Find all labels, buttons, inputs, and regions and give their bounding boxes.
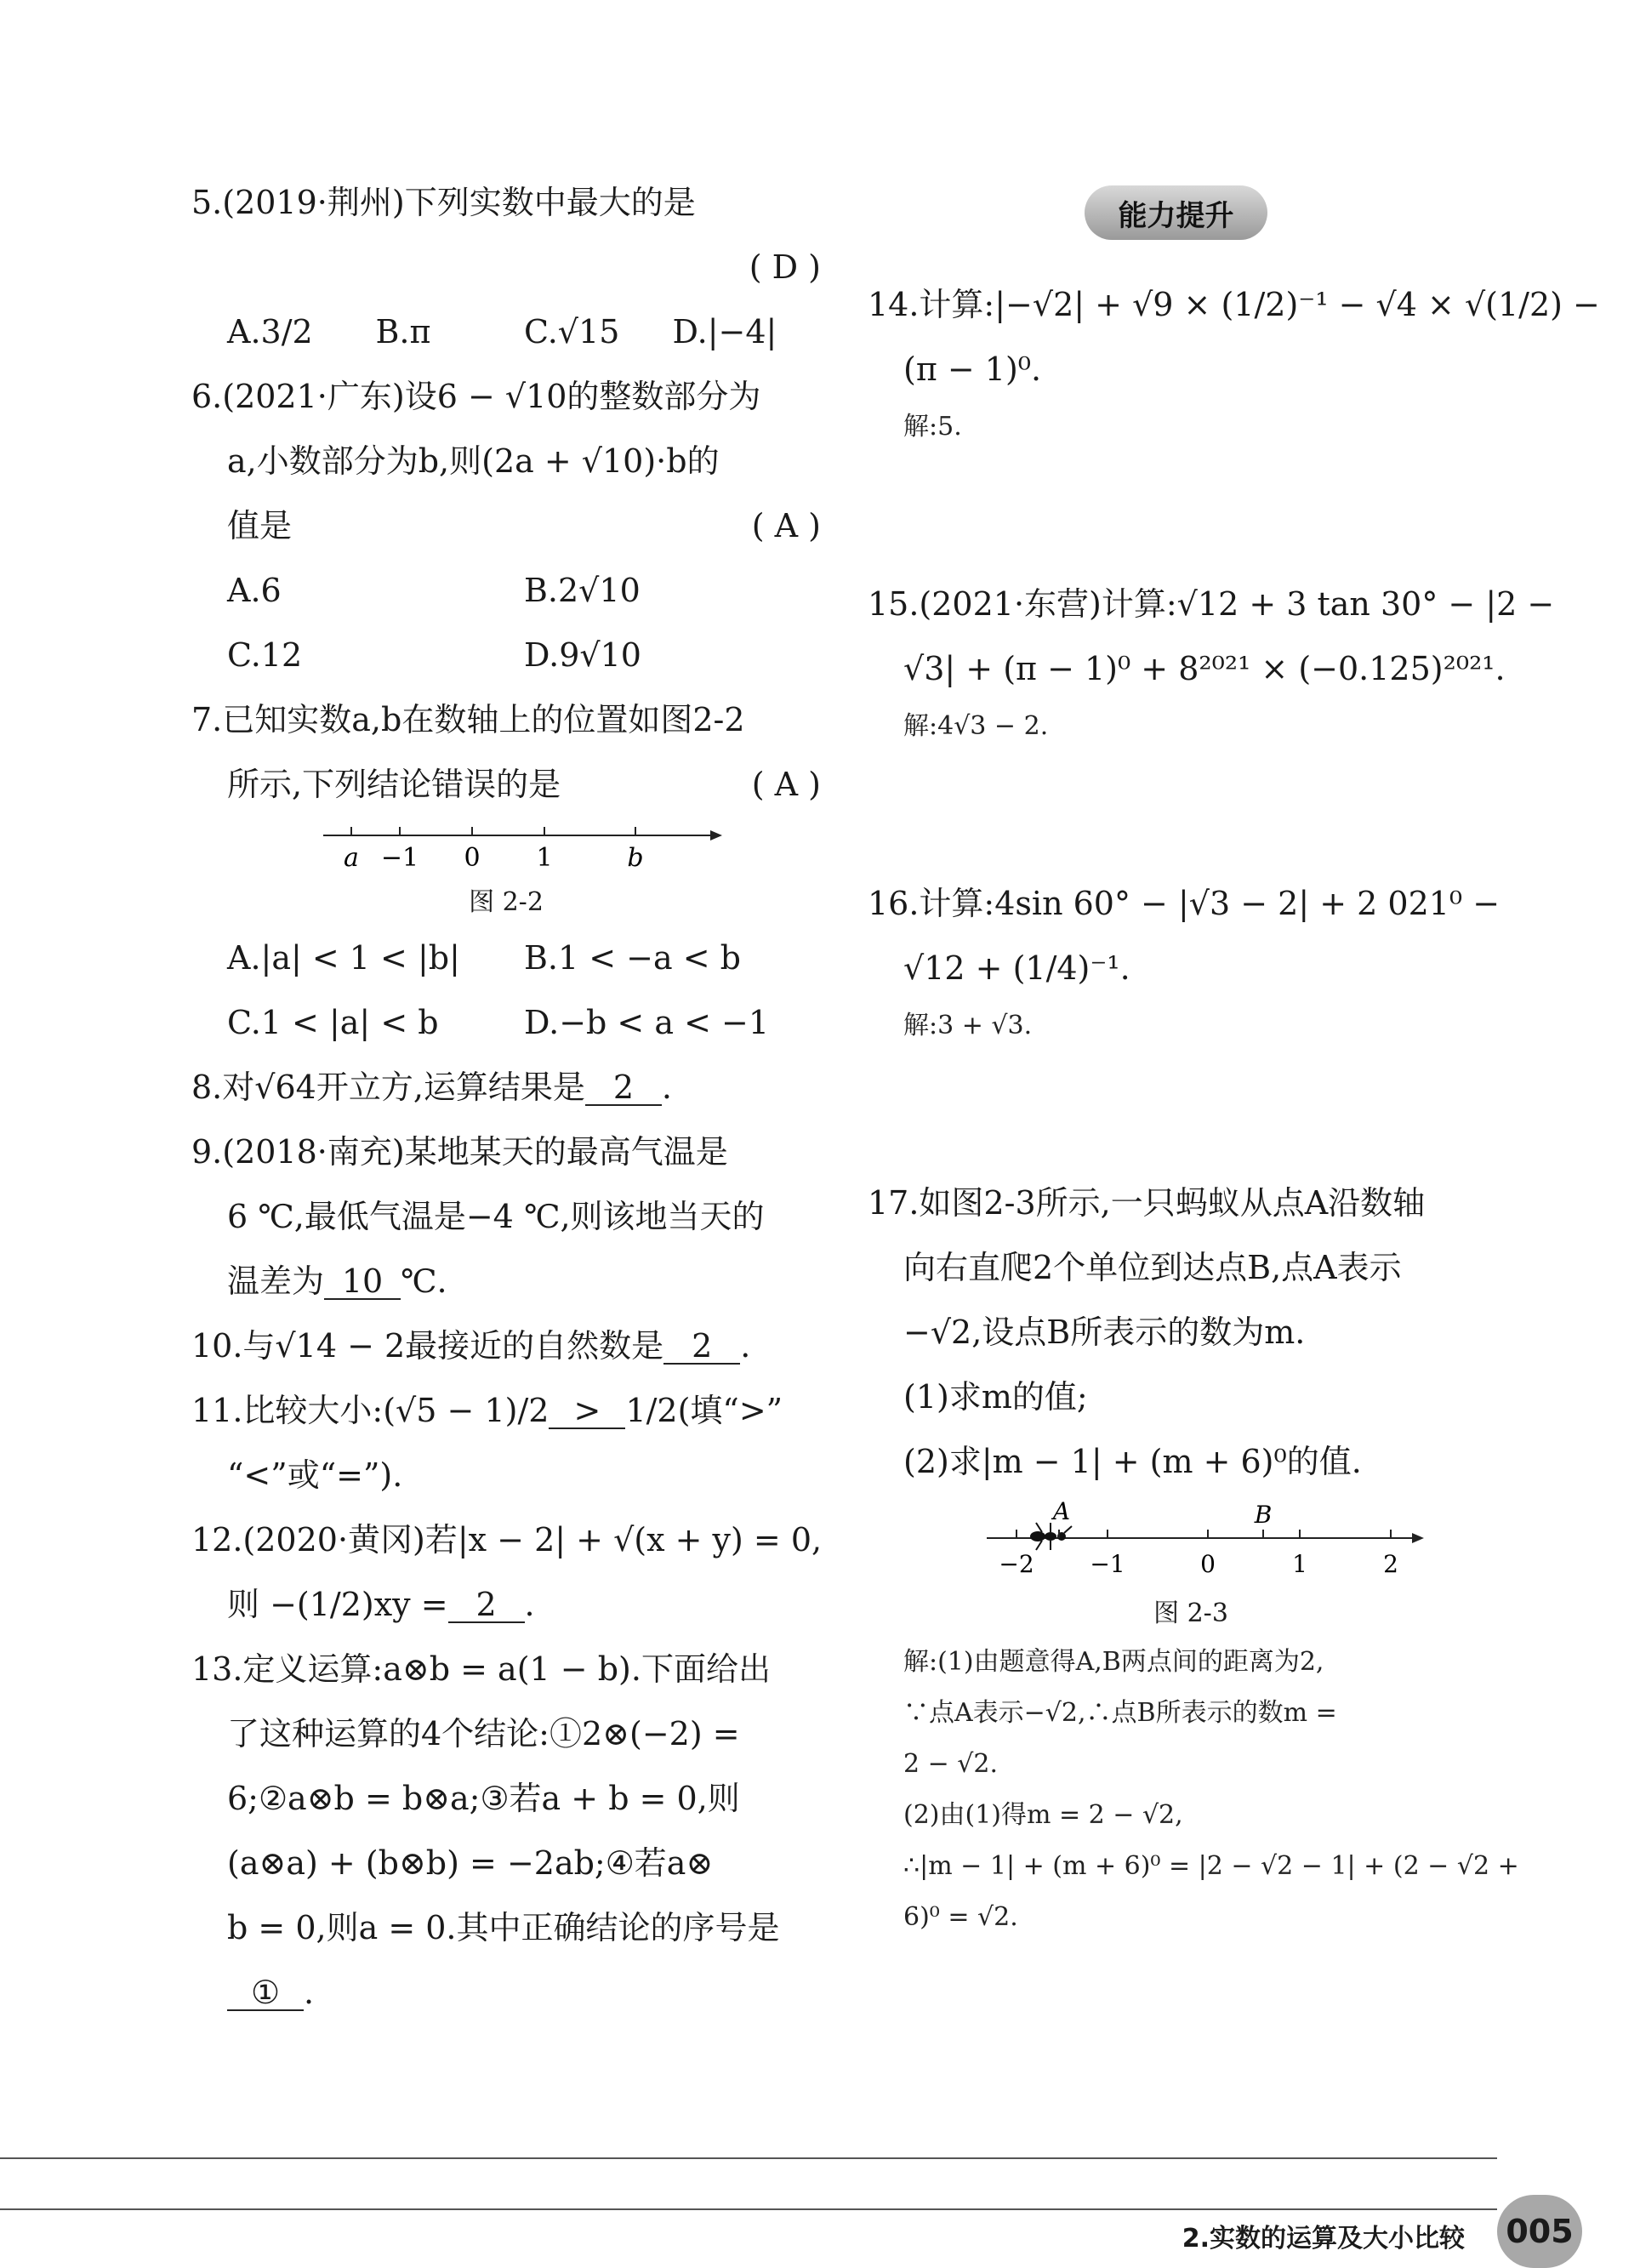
label-1: 1	[1292, 1550, 1307, 1578]
option-d: D.9√10	[524, 636, 641, 674]
answer-blank: 2	[663, 1329, 740, 1365]
question-text: “<”或“=”).	[227, 1456, 403, 1494]
question-text: 10.与√14 − 2最接近的自然数是	[191, 1327, 664, 1365]
solution: 解:4√3 − 2.	[903, 711, 1049, 741]
punctuation: .	[304, 1974, 315, 2011]
number-line-figure-2-2	[191, 817, 821, 876]
question-text: 14.计算:|−√2| + √9 × (1/2)⁻¹ − √4 × √(1/2) −	[868, 286, 1600, 323]
question-text: 17.如图2-3所示,一只蚂蚁从点A沿数轴	[868, 1184, 1426, 1222]
solution: 解:3 + √3.	[903, 1011, 1033, 1040]
option-d: D.−b < a < −1	[524, 1004, 770, 1041]
question-7	[191, 687, 821, 1055]
question-text: 8.对√64开立方,运算结果是	[191, 1068, 585, 1106]
question-8	[191, 1055, 821, 1120]
label-a: a	[344, 843, 359, 873]
label-0: 0	[1200, 1550, 1216, 1578]
question-text: 5.(2019·荆州)下列实数中最大的是	[191, 184, 696, 221]
punctuation: .	[740, 1327, 751, 1365]
question-text: 9.(2018·南充)某地某天的最高气温是	[191, 1133, 728, 1171]
footer-rule-bottom	[0, 2208, 1497, 2210]
answer-blank: 10	[324, 1264, 401, 1300]
question-9	[191, 1120, 821, 1314]
question-text: 13.定义运算:a⊗b = a(1 − b).下面给出	[191, 1650, 771, 1688]
label-1: 1	[536, 843, 553, 873]
option-d: D.|−4|	[672, 313, 777, 350]
option-b: B.1 < −a < b	[524, 939, 741, 977]
question-text: 16.计算:4sin 60° − |√3 − 2| + 2 021⁰ −	[868, 885, 1500, 922]
option-b: B.2√10	[524, 572, 641, 609]
point-label-b: B	[1254, 1501, 1273, 1529]
question-text: (π − 1)⁰.	[903, 350, 1042, 388]
question-text: 值是	[227, 507, 293, 544]
number-line-figure-2-3	[868, 1494, 1514, 1587]
answer-choice: ( A )	[751, 507, 821, 544]
option-c: C.12	[227, 636, 303, 674]
question-text: −√2,设点B所表示的数为m.	[903, 1314, 1306, 1351]
footer-rule-top	[0, 2157, 1497, 2159]
question-6	[191, 364, 821, 687]
section-badge: 能力提升	[1085, 185, 1267, 240]
label-neg1: −1	[1090, 1550, 1125, 1578]
answer-blank: 2	[585, 1070, 662, 1106]
question-text: 15.(2021·东营)计算:√12 + 3 tan 30° − |2 −	[868, 585, 1555, 623]
answer-blank: ①	[227, 1975, 304, 2011]
option-c: C.1 < |a| < b	[227, 1004, 439, 1041]
option-a: A.6	[227, 572, 282, 609]
option-a: A.3/2	[227, 313, 313, 350]
label-2: 2	[1383, 1550, 1398, 1578]
question-text: 6 ℃,最低气温是−4 ℃,则该地当天的	[227, 1198, 765, 1235]
left-column	[191, 170, 821, 2025]
question-11	[191, 1378, 821, 1507]
number-line-arrow	[1412, 1533, 1424, 1543]
figure-caption: 图 2-2	[469, 887, 544, 917]
punctuation: .	[661, 1068, 672, 1106]
question-text: 11.比较大小:(√5 − 1)/2	[191, 1392, 550, 1429]
question-text: (a⊗a) + (b⊗b) = −2ab;④若a⊗	[227, 1844, 714, 1882]
solution: ∴|m − 1| + (m + 6)⁰ = |2 − √2 − 1| + (2 − √2 +	[903, 1851, 1519, 1881]
question-text: 7.已知实数a,b在数轴上的位置如图2-2	[191, 701, 745, 738]
label-b: b	[627, 843, 644, 873]
answer-choice: ( D )	[749, 248, 821, 286]
question-text: 6.(2021·广东)设6 − √10的整数部分为	[191, 378, 761, 415]
label-0: 0	[464, 843, 481, 873]
number-line-arrow	[710, 830, 722, 841]
options-row	[191, 990, 821, 1055]
question-14	[868, 272, 1600, 453]
question-text: 温差为	[227, 1262, 325, 1300]
options-row	[191, 558, 821, 623]
question-5	[191, 170, 821, 364]
answer-choice: ( A )	[751, 766, 821, 803]
question-text: √3| + (π − 1)⁰ + 8²⁰²¹ × (−0.125)²⁰²¹.	[903, 650, 1506, 687]
solution: ∵点A表示−√2,∴点B所表示的数m =	[903, 1698, 1337, 1728]
question-text: 12.(2020·黄冈)若|x − 2| + √(x + y) = 0,	[191, 1521, 823, 1559]
question-text: (2)求|m − 1| + (m + 6)⁰的值.	[903, 1443, 1362, 1480]
solution: 2 − √2.	[903, 1749, 999, 1779]
question-12	[191, 1507, 821, 1637]
question-text: 则 −(1/2)xy =	[227, 1586, 448, 1623]
page-number: 005	[1497, 2195, 1582, 2268]
solution: 解:5.	[903, 412, 962, 442]
option-c: C.√15	[524, 313, 620, 350]
question-text: b = 0,则a = 0.其中正确结论的序号是	[227, 1909, 780, 1946]
question-10	[191, 1314, 821, 1378]
label-neg1: −1	[380, 843, 419, 873]
question-text: 向右直爬2个单位到达点B,点A表示	[903, 1249, 1402, 1286]
punctuation: .	[524, 1586, 535, 1623]
question-text: 6;②a⊗b = b⊗a;③若a + b = 0,则	[227, 1780, 740, 1817]
answer-blank: >	[549, 1393, 625, 1429]
footer-chapter-title: 2.实数的运算及大小比较	[1182, 2224, 1465, 2254]
question-text: 所示,下列结论错误的是	[227, 766, 561, 803]
ant-icon	[1030, 1523, 1072, 1550]
answer-blank: 2	[448, 1587, 525, 1623]
options-row	[191, 623, 821, 687]
option-a: A.|a| < 1 < |b|	[227, 939, 460, 977]
options-row	[191, 926, 821, 990]
solution: 6)⁰ = √2.	[903, 1902, 1018, 1932]
solution: 解:(1)由题意得A,B两点间的距离为2,	[903, 1647, 1324, 1677]
question-17	[868, 1171, 1519, 1943]
question-13	[191, 1637, 821, 2025]
question-text: 1/2(填“>”	[625, 1392, 783, 1429]
question-text: √12 + (1/4)⁻¹.	[903, 949, 1130, 987]
option-b: B.π	[375, 313, 431, 350]
figure-caption: 图 2-3	[1153, 1598, 1228, 1628]
label-neg2: −2	[999, 1550, 1034, 1578]
solution: (2)由(1)得m = 2 − √2,	[903, 1800, 1183, 1830]
unit: ℃.	[401, 1262, 447, 1300]
options-row	[191, 299, 821, 364]
point-label-a: A	[1052, 1497, 1071, 1525]
question-text: 了这种运算的4个结论:①2⊗(−2) =	[227, 1715, 740, 1752]
question-16	[868, 871, 1514, 1051]
right-column	[868, 272, 1600, 1943]
question-15	[868, 572, 1555, 752]
question-text: (1)求m的值;	[903, 1378, 1088, 1416]
question-text: a,小数部分为b,则(2a + √10)·b的	[227, 442, 720, 480]
